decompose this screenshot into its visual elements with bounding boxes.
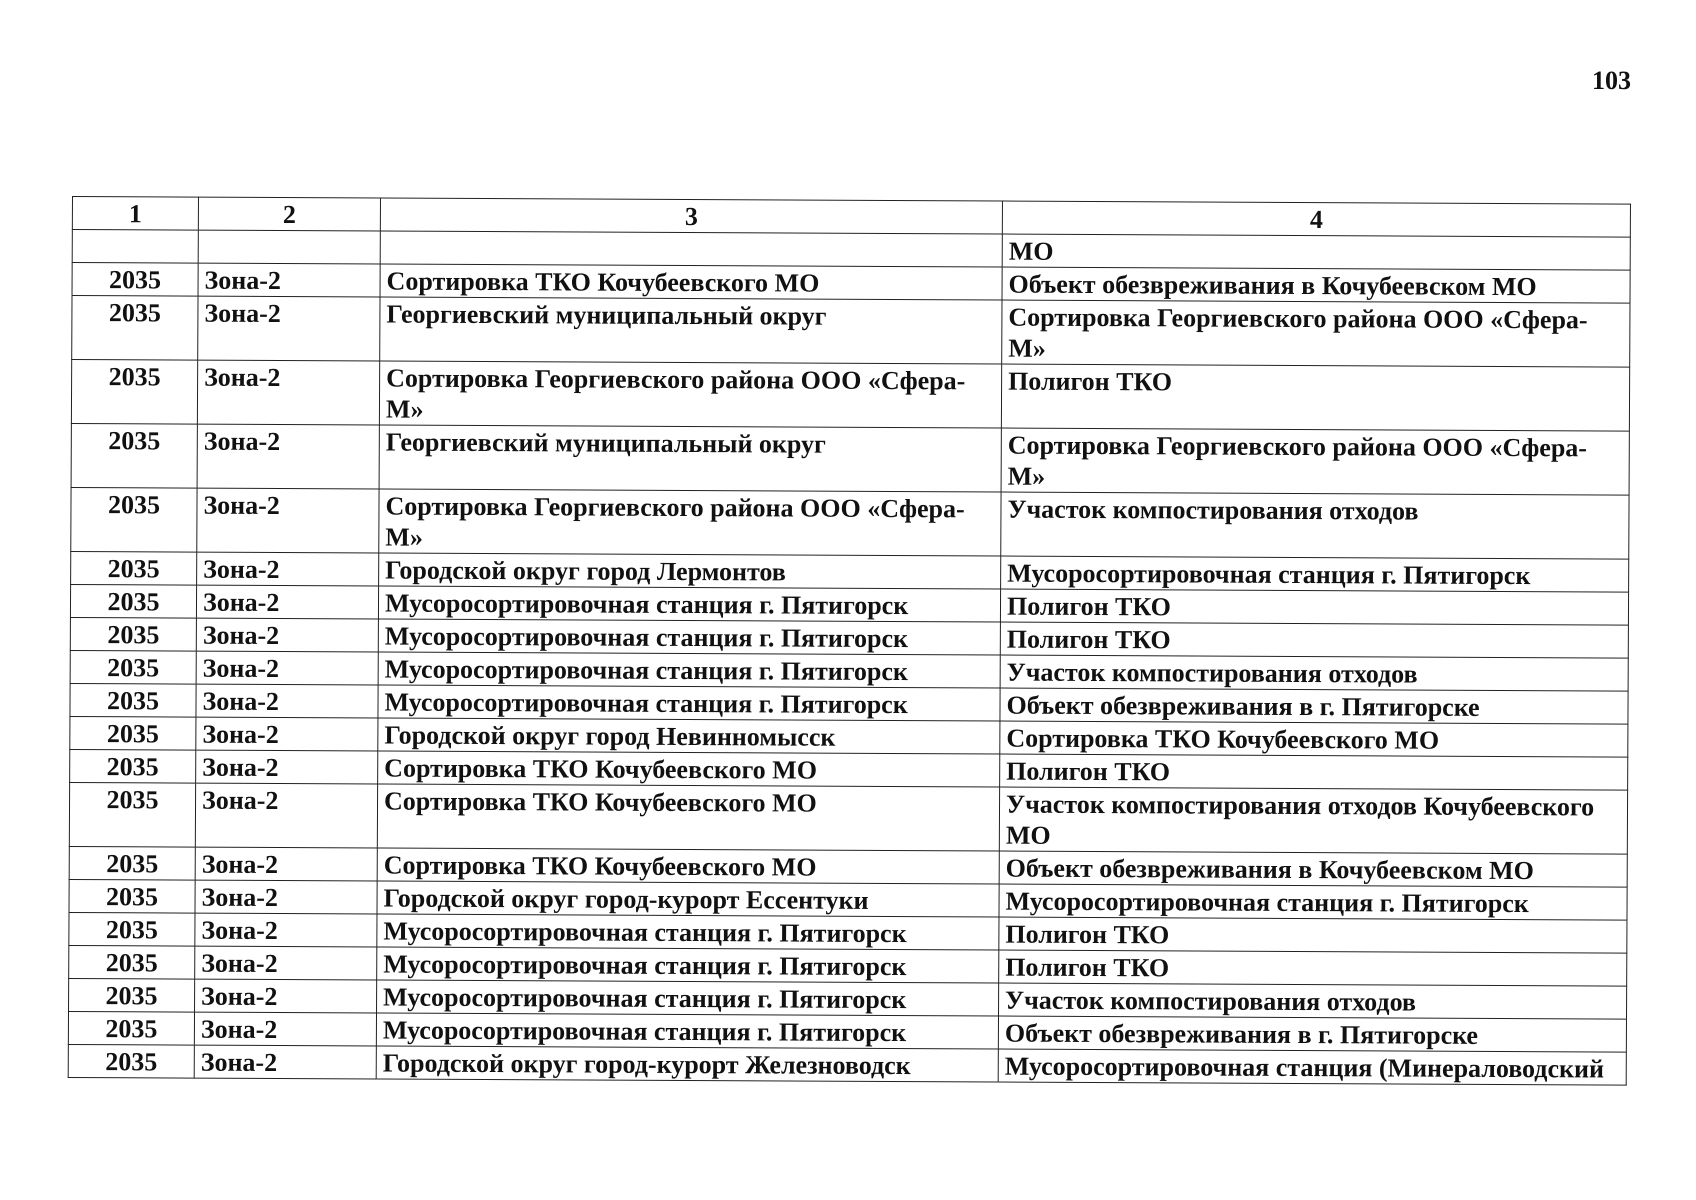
destination-cell: Полигон ТКО	[1000, 754, 1628, 790]
source-cell: Мусоросортировочная станция г. Пятигорск	[378, 586, 1000, 622]
year-cell: 2035	[72, 296, 198, 361]
source-cell: Сортировка ТКО Кочубеевского МО	[380, 264, 1002, 300]
source-cell: Городской округ город Лермонтов	[379, 553, 1001, 589]
zone-cell: Зона-2	[195, 913, 377, 947]
year-cell: 2035	[69, 782, 195, 847]
year-cell: 2035	[71, 487, 197, 552]
year-cell: 2035	[69, 879, 195, 913]
zone-cell: Зона-2	[195, 979, 377, 1013]
destination-cell: Объект обезвреживания в г. Пятигорске	[998, 1016, 1626, 1052]
source-cell: Городской округ город-курорт Ессентуки	[377, 881, 999, 917]
zone-cell: Зона-2	[197, 552, 379, 586]
year-cell: 2035	[69, 912, 195, 946]
column-header-4: 4	[1002, 201, 1630, 237]
zone-cell: Зона-2	[198, 263, 380, 297]
year-cell: 2035	[71, 551, 197, 585]
table-row	[71, 487, 1629, 559]
zone-cell: Зона-2	[198, 296, 380, 361]
column-header-3: 3	[380, 198, 1002, 234]
zone-cell: Зона-2	[194, 1012, 376, 1046]
source-cell: Сортировка ТКО Кочубеевского МО	[377, 848, 999, 884]
destination-cell: Участок компостирования отходов	[1000, 655, 1628, 691]
destination-cell: Объект обезвреживания в Кочубеевском МО	[1002, 267, 1630, 303]
table-row	[71, 423, 1629, 495]
source-cell: Мусоросортировочная станция г. Пятигорск	[376, 1013, 998, 1049]
year-cell: 2035	[70, 650, 196, 684]
table-row	[72, 296, 1630, 368]
year-cell: 2035	[70, 584, 196, 618]
year-cell: 2035	[71, 360, 197, 425]
zone-cell: Зона-2	[195, 946, 377, 980]
year-cell: 2035	[69, 846, 195, 880]
source-cell: Георгиевский муниципальный округ	[380, 297, 1002, 364]
year-cell: 2035	[70, 683, 196, 717]
zone-cell: Зона-2	[196, 684, 378, 718]
destination-cell: Сортировка Георгиевского района ООО «Сфера-М»	[1002, 300, 1630, 367]
destination-cell: Полигон ТКО	[1001, 364, 1629, 431]
column-header-2: 2	[198, 197, 380, 231]
zone-cell: Зона-2	[197, 488, 379, 553]
zone-cell: Зона-2	[196, 651, 378, 685]
table-row	[69, 782, 1627, 854]
year-cell: 2035	[70, 716, 196, 750]
destination-cell: Участок компостирования отходов Кочубеевского МО	[999, 787, 1627, 854]
destination-cell: Мусоросортировочная станция г. Пятигорск	[999, 884, 1627, 920]
year-cell: 2035	[68, 1011, 194, 1045]
year-cell: 2035	[70, 749, 196, 783]
destination-cell: Мусоросортировочная станция (Минераловодский	[998, 1049, 1626, 1085]
column-header-1: 1	[72, 197, 198, 231]
source-cell: Городской округ город Невинномысск	[378, 718, 1000, 754]
source-cell: Мусоросортировочная станция г. Пятигорск	[378, 619, 1000, 655]
destination-cell: Объект обезвреживания в Кочубеевском МО	[999, 851, 1627, 887]
year-cell	[72, 230, 198, 264]
zone-cell: Зона-2	[197, 424, 379, 489]
year-cell: 2035	[70, 617, 196, 651]
zone-cell: Зона-2	[196, 717, 378, 751]
source-cell: Сортировка ТКО Кочубеевского МО	[377, 784, 999, 851]
destination-cell: Полигон ТКО	[1000, 622, 1628, 658]
year-cell: 2035	[68, 1044, 194, 1078]
zone-cell: Зона-2	[195, 880, 377, 914]
zone-cell: Зона-2	[197, 360, 379, 425]
zone-cell: Зона-2	[196, 618, 378, 652]
source-cell: Георгиевский муниципальный округ	[379, 425, 1001, 492]
source-cell: Сортировка Георгиевского района ООО «Сфера-М»	[379, 489, 1001, 556]
year-cell: 2035	[71, 423, 197, 488]
zone-cell: Зона-2	[195, 783, 377, 848]
year-cell: 2035	[69, 945, 195, 979]
table-row	[71, 360, 1629, 432]
source-cell: Мусоросортировочная станция г. Пятигорск	[377, 980, 999, 1016]
source-cell	[380, 231, 1002, 267]
zone-cell: Зона-2	[194, 1045, 376, 1079]
zone-cell: Зона-2	[196, 750, 378, 784]
source-cell: Сортировка Георгиевского района ООО «Сфера-М»	[379, 361, 1001, 428]
source-cell: Сортировка ТКО Кочубеевского МО	[378, 751, 1000, 787]
destination-cell: Участок компостирования отходов	[999, 983, 1627, 1019]
destination-cell: Сортировка Георгиевского района ООО «Сфера-М»	[1001, 428, 1629, 495]
destination-cell: Объект обезвреживания в г. Пятигорске	[1000, 688, 1628, 724]
waste-routes-table	[68, 196, 1631, 1086]
destination-cell: МО	[1002, 234, 1630, 270]
destination-cell: Полигон ТКО	[999, 917, 1627, 953]
destination-cell: Участок компостирования отходов	[1001, 492, 1629, 559]
destination-cell: Мусоросортировочная станция г. Пятигорск	[1001, 556, 1629, 592]
year-cell: 2035	[72, 263, 198, 297]
destination-cell: Полигон ТКО	[999, 950, 1627, 986]
source-cell: Мусоросортировочная станция г. Пятигорск	[378, 652, 1000, 688]
page-number: 103	[1592, 66, 1631, 95]
year-cell: 2035	[69, 978, 195, 1012]
source-cell: Городской округ город-курорт Железноводск	[376, 1046, 998, 1082]
source-cell: Мусоросортировочная станция г. Пятигорск	[378, 685, 1000, 721]
zone-cell: Зона-2	[196, 585, 378, 619]
zone-cell: Зона-2	[195, 847, 377, 881]
destination-cell: Полигон ТКО	[1000, 589, 1628, 625]
table-row	[68, 1044, 1626, 1085]
source-cell: Мусоросортировочная станция г. Пятигорск	[377, 914, 999, 950]
zone-cell	[198, 230, 380, 264]
table-body	[68, 230, 1630, 1086]
destination-cell: Сортировка ТКО Кочубеевского МО	[1000, 721, 1628, 757]
source-cell: Мусоросортировочная станция г. Пятигорск	[377, 947, 999, 983]
